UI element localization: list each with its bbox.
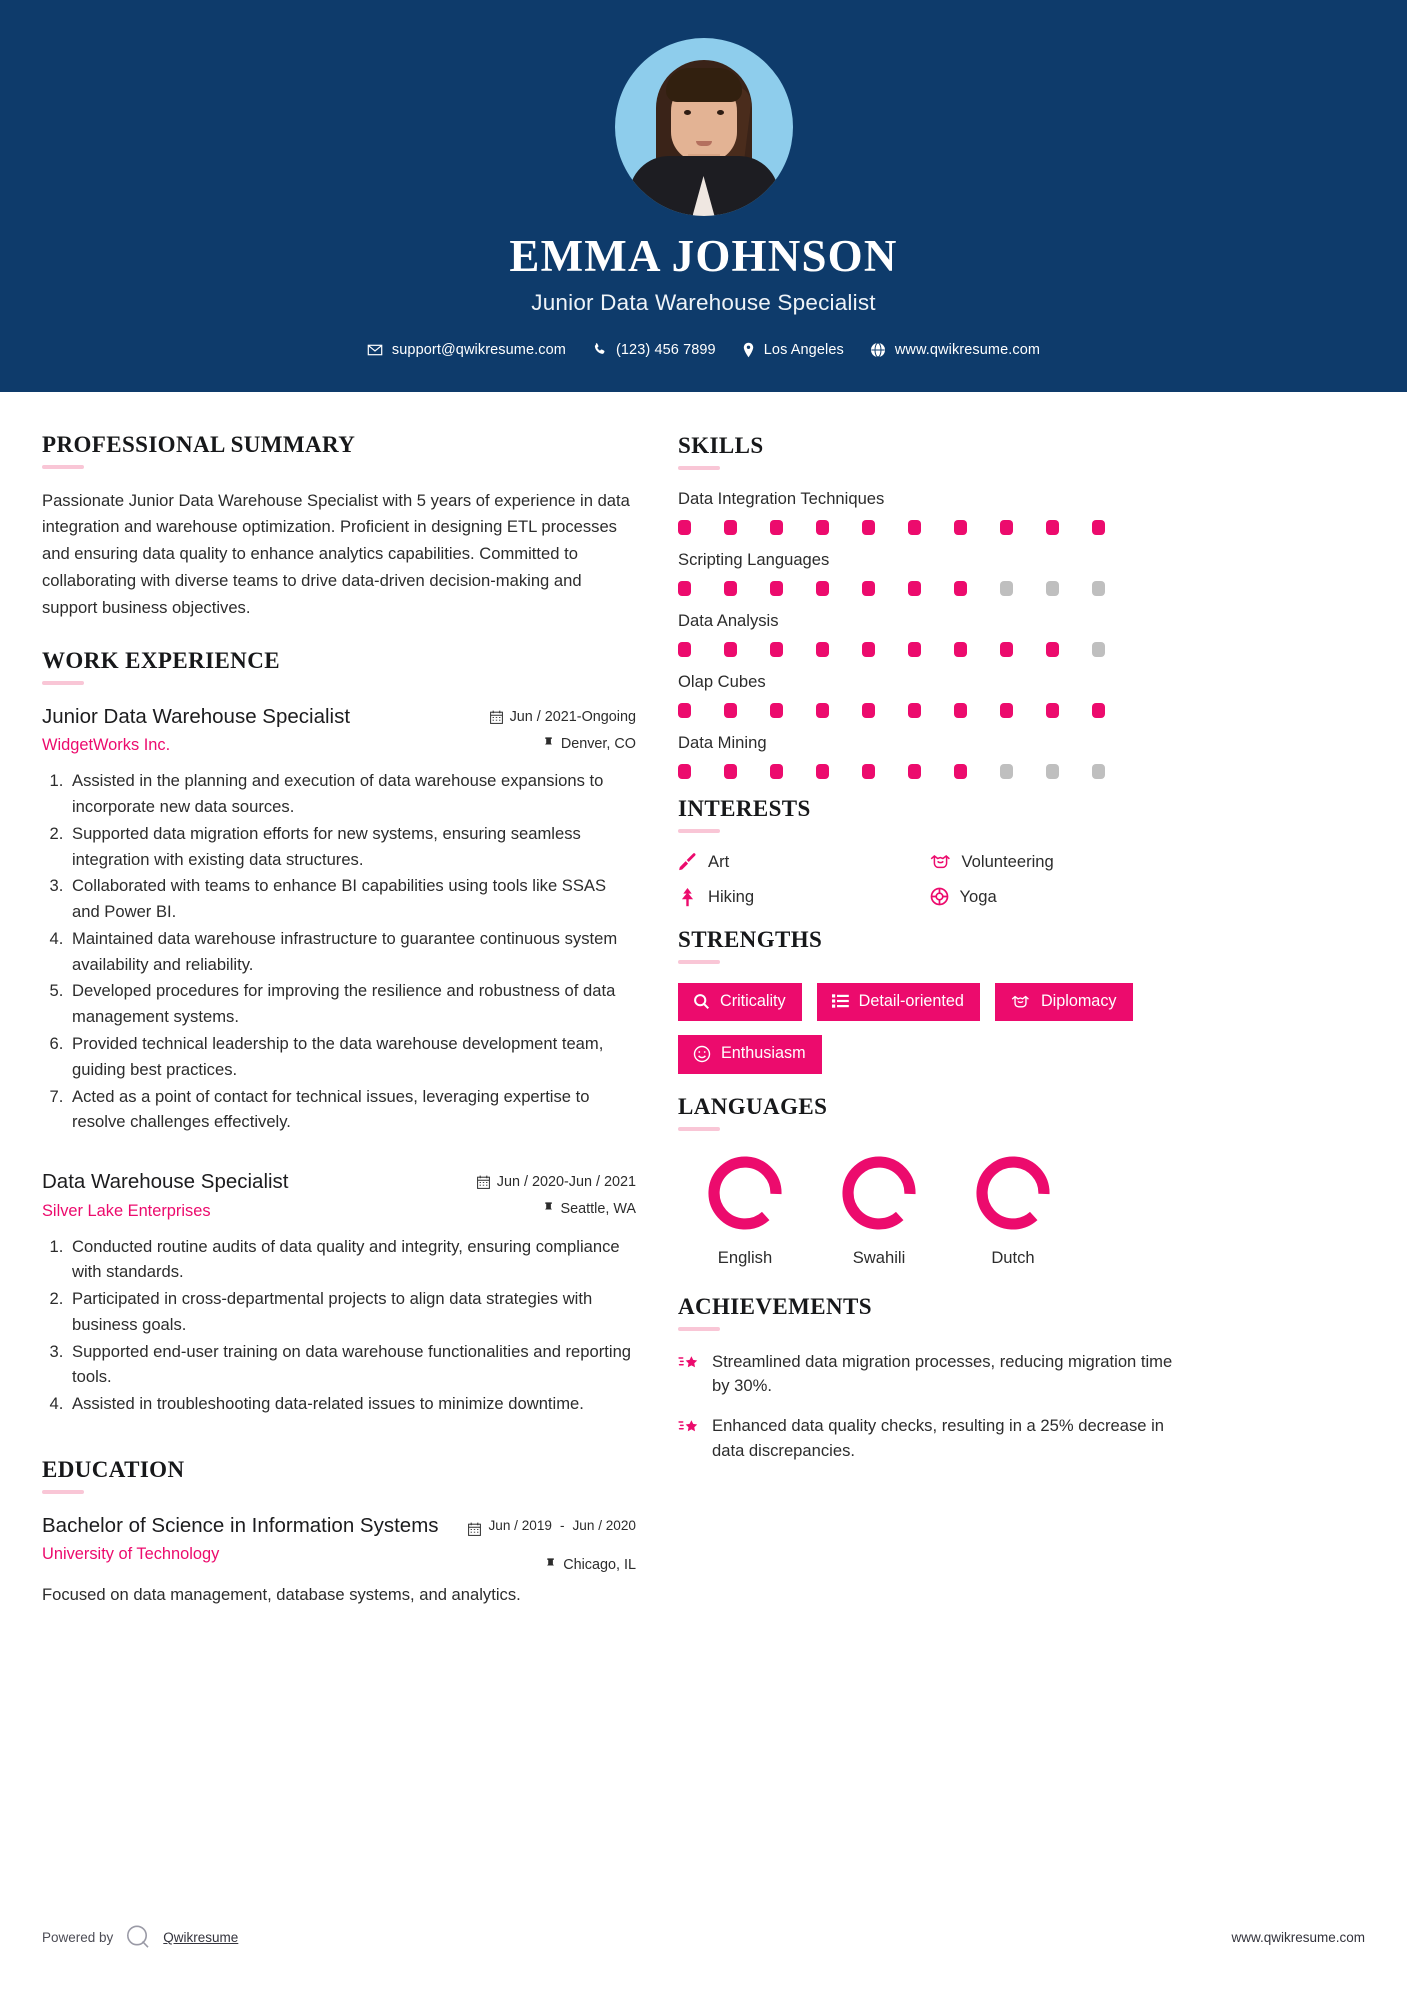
section-title-education: EDUCATION	[42, 1457, 185, 1483]
achievement-item	[678, 1414, 1173, 1464]
work-bullets	[42, 768, 636, 1135]
smiley-icon	[693, 1045, 711, 1063]
skill-rating	[678, 764, 1173, 779]
skill-dot	[908, 764, 921, 779]
section-professional-summary	[42, 432, 636, 622]
section-skills	[678, 433, 1173, 779]
work-location-text: Seattle, WA	[560, 1201, 636, 1218]
work-location	[477, 1201, 636, 1217]
resume-footer	[0, 1905, 1407, 1990]
title-rule	[42, 681, 84, 685]
section-strengths	[678, 927, 1173, 1074]
candidate-name: EMMA JOHNSON	[509, 231, 898, 281]
skill-dot	[1046, 703, 1059, 718]
shooting-star-icon	[678, 1350, 700, 1374]
skill-dot	[954, 642, 967, 657]
education-description: Focused on data management, database systems, and analytics.	[42, 1584, 521, 1604]
achievement-text: Streamlined data migration processes, reducing migration time by 30%.	[712, 1351, 1173, 1396]
strength-label: Detail-oriented	[858, 991, 964, 1010]
education-school: University of Technology	[42, 1545, 220, 1564]
contact-phone[interactable]	[592, 342, 716, 358]
work-bullet: 4. Assisted in troubleshooting data-related issues to minimize downtime.	[68, 1391, 636, 1417]
skill-dot	[724, 520, 737, 535]
skill-dot	[1000, 642, 1013, 657]
list-icon	[832, 993, 849, 1009]
language-item	[946, 1150, 1080, 1268]
shooting-star-icon	[678, 1414, 700, 1438]
contact-row	[0, 342, 1407, 358]
work-location	[490, 736, 636, 752]
powered-by	[42, 1923, 238, 1952]
work-location-text: Denver, CO	[560, 735, 636, 752]
contact-website[interactable]	[870, 342, 1040, 358]
avatar	[615, 38, 793, 216]
resume-header	[0, 0, 1407, 392]
education-location	[468, 1557, 636, 1573]
skill-item	[678, 733, 1173, 779]
education-degree: Bachelor of Science in Information Systems	[42, 1514, 439, 1538]
work-entry	[42, 1169, 636, 1417]
summary-text: Passionate Junior Data Warehouse Specialist with 5 years of experience in data integration and warehouse optimization. Proficient in designing ETL processes and ensuring data quality to enhance analytics capabilities. Committed to collaborating with diverse teams to drive data-driven decision-making and support business objectives.	[42, 490, 630, 617]
languages-list	[678, 1150, 1173, 1268]
skill-dot	[908, 520, 921, 535]
title-rule	[678, 466, 720, 470]
skill-dot	[724, 764, 737, 779]
contact-location-text: Los Angeles	[763, 341, 844, 358]
strength-chip-criticality	[678, 983, 802, 1021]
section-title-interests: INTERESTS	[678, 795, 811, 821]
map-pin-icon	[742, 342, 755, 358]
language-item	[678, 1150, 812, 1268]
interest-item	[678, 852, 922, 872]
skill-dot	[908, 703, 921, 718]
language-progress-ring	[702, 1150, 788, 1236]
yoga-wheel-icon	[930, 887, 949, 906]
skill-dot	[770, 520, 783, 535]
skill-dot	[816, 703, 829, 718]
work-role: Junior Data Warehouse Specialist	[42, 704, 351, 728]
skill-dot	[816, 520, 829, 535]
skill-dot	[724, 703, 737, 718]
skill-rating	[678, 642, 1173, 657]
map-pin-icon	[543, 737, 554, 751]
skill-name: Olap Cubes	[678, 671, 766, 691]
skill-dot	[678, 520, 691, 535]
skill-name: Data Analysis	[678, 610, 779, 630]
skill-dot	[862, 642, 875, 657]
skill-name: Scripting Languages	[678, 549, 830, 569]
language-item	[812, 1150, 946, 1268]
skill-dot	[1046, 581, 1059, 596]
education-location-text: Chicago, IL	[563, 1556, 636, 1573]
map-pin-icon	[543, 1202, 554, 1216]
skill-rating	[678, 703, 1173, 718]
section-title-skills: SKILLS	[678, 432, 764, 458]
qwikresume-logo-icon	[125, 1923, 151, 1952]
calendar-icon	[477, 1175, 490, 1189]
work-bullet: 1. Conducted routine audits of data quality and integrity, ensuring compliance with standards.	[68, 1234, 636, 1286]
skill-rating	[678, 520, 1173, 535]
section-work-experience	[42, 648, 636, 1417]
work-organization: WidgetWorks Inc.	[42, 736, 171, 755]
skill-rating	[678, 581, 1173, 596]
skill-dot	[1046, 642, 1059, 657]
skill-dot	[724, 642, 737, 657]
strength-label: Criticality	[720, 991, 786, 1010]
skill-dot	[908, 642, 921, 657]
strength-chip-detail-oriented	[817, 983, 980, 1021]
envelope-icon	[367, 342, 383, 358]
work-role: Data Warehouse Specialist	[42, 1170, 289, 1194]
strength-label: Diplomacy	[1040, 991, 1117, 1010]
skill-dot	[678, 581, 691, 596]
skill-dot	[862, 520, 875, 535]
left-column	[42, 432, 636, 1906]
calendar-icon	[468, 1522, 481, 1541]
skill-dot	[678, 764, 691, 779]
strength-chip-enthusiasm	[678, 1035, 822, 1074]
skill-dot	[816, 642, 829, 657]
skill-item	[678, 672, 1173, 718]
skill-dot	[954, 764, 967, 779]
section-interests	[678, 796, 1173, 907]
title-rule	[678, 1327, 720, 1331]
work-bullets	[42, 1234, 636, 1418]
title-rule	[678, 829, 720, 833]
work-bullet: 3. Supported end-user training on data warehouse functionalities and reporting tools.	[68, 1339, 636, 1391]
interest-item	[930, 852, 1174, 872]
skill-dot	[724, 581, 737, 596]
skill-dot	[1092, 520, 1105, 535]
work-bullet: 1. Assisted in the planning and execution of data warehouse expansions to incorporate new data sources.	[68, 768, 636, 820]
candidate-job-title: Junior Data Warehouse Specialist	[531, 289, 876, 315]
work-bullet: 5. Developed procedures for improving the resilience and robustness of data management systems.	[68, 978, 636, 1030]
section-title-work: WORK EXPERIENCE	[42, 647, 280, 673]
skill-dot	[1046, 764, 1059, 779]
skill-dot	[908, 581, 921, 596]
handshake-icon	[1010, 993, 1031, 1010]
skill-name: Data Integration Techniques	[678, 488, 885, 508]
skill-dot	[954, 520, 967, 535]
skill-dot	[1046, 520, 1059, 535]
skill-dot	[1092, 581, 1105, 596]
skill-dot	[770, 642, 783, 657]
work-dates-text: Jun / 2020-Jun / 2021	[496, 1174, 636, 1191]
interest-item	[678, 887, 922, 907]
map-pin-icon	[545, 1558, 556, 1572]
contact-phone-text: (123) 456 7899	[615, 341, 716, 358]
interest-label: Yoga	[959, 886, 997, 906]
language-label: Swahili	[852, 1247, 906, 1267]
section-languages	[678, 1094, 1173, 1268]
interest-item	[930, 887, 1174, 907]
skill-dot	[678, 703, 691, 718]
skill-dot	[1092, 642, 1105, 657]
skill-dot	[770, 764, 783, 779]
strength-chip-diplomacy	[995, 983, 1133, 1021]
skill-dot	[816, 581, 829, 596]
work-bullet: 2. Participated in cross-departmental projects to align data strategies with business goals.	[68, 1286, 636, 1338]
skill-dot	[1092, 764, 1105, 779]
section-achievements	[678, 1294, 1173, 1465]
skill-dot	[770, 703, 783, 718]
qwikresume-link[interactable]: Qwikresume	[163, 1930, 239, 1945]
skill-dot	[1000, 581, 1013, 596]
skill-item	[678, 489, 1173, 535]
work-bullet: 7. Acted as a point of contact for technical issues, leveraging expertise to resolve challenges effectively.	[68, 1084, 636, 1136]
skill-dot	[862, 703, 875, 718]
skill-dot	[770, 581, 783, 596]
interest-label: Hiking	[708, 886, 755, 906]
skill-name: Data Mining	[678, 732, 767, 752]
date-separator: -	[559, 1518, 565, 1534]
interests-grid	[678, 852, 1173, 907]
skill-dot	[678, 642, 691, 657]
title-rule	[678, 1127, 720, 1131]
skill-item	[678, 611, 1173, 657]
title-rule	[42, 1490, 84, 1494]
contact-website-text: www.qwikresume.com	[894, 341, 1041, 358]
powered-by-label: Powered by	[42, 1930, 114, 1945]
section-title-languages: LANGUAGES	[678, 1093, 828, 1119]
language-progress-ring	[836, 1150, 922, 1236]
skill-dot	[1000, 520, 1013, 535]
skill-dot	[954, 703, 967, 718]
education-date-end: Jun / 2020	[572, 1518, 636, 1534]
education-entry	[42, 1513, 636, 1608]
work-bullet: 3. Collaborated with teams to enhance BI capabilities using tools like SSAS and Power BI.	[68, 873, 636, 925]
phone-icon	[592, 342, 607, 357]
skill-dot	[954, 581, 967, 596]
education-dates	[468, 1518, 636, 1541]
strengths-list	[678, 983, 1173, 1074]
work-organization: Silver Lake Enterprises	[42, 1201, 211, 1220]
skill-dot	[816, 764, 829, 779]
skill-dot	[1000, 703, 1013, 718]
contact-email-text: support@qwikresume.com	[391, 341, 566, 358]
tree-icon	[678, 887, 697, 907]
section-title-achievements: ACHIEVEMENTS	[678, 1293, 872, 1319]
work-dates	[490, 709, 636, 725]
contact-location	[742, 342, 844, 358]
skill-item	[678, 550, 1173, 596]
interest-label: Art	[708, 851, 730, 871]
calendar-icon	[490, 710, 503, 724]
skill-dot	[862, 581, 875, 596]
achievement-item	[678, 1350, 1173, 1400]
title-rule	[42, 465, 84, 469]
education-date-start: Jun / 2019	[488, 1518, 552, 1534]
paint-brush-icon	[678, 852, 697, 871]
achievement-text: Enhanced data quality checks, resulting in a 25% decrease in data discrepancies.	[712, 1416, 1165, 1461]
handshake-icon	[930, 852, 951, 871]
section-title-strengths: STRENGTHS	[678, 926, 823, 952]
work-dates-text: Jun / 2021-Ongoing	[509, 708, 636, 725]
work-bullet: 2. Supported data migration efforts for new systems, ensuring seamless integration with existing data structures.	[68, 821, 636, 873]
work-entry	[42, 704, 636, 1135]
skill-dot	[1092, 703, 1105, 718]
work-bullet: 6. Provided technical leadership to the data warehouse development team, guiding best practices.	[68, 1031, 636, 1083]
section-education	[42, 1457, 636, 1608]
section-title-summary: PROFESSIONAL SUMMARY	[42, 431, 356, 457]
work-bullet: 4. Maintained data warehouse infrastructure to guarantee continuous system availability and reliability.	[68, 926, 636, 978]
magnifier-icon	[693, 993, 710, 1010]
right-column	[678, 432, 1173, 1906]
skill-dot	[1000, 764, 1013, 779]
work-dates	[477, 1174, 636, 1190]
title-rule	[678, 960, 720, 964]
language-progress-ring	[970, 1150, 1056, 1236]
interest-label: Volunteering	[961, 851, 1054, 871]
language-label: English	[717, 1247, 773, 1267]
resume-body	[0, 392, 1407, 1906]
footer-url[interactable]: www.qwikresume.com	[1231, 1930, 1365, 1945]
strength-label: Enthusiasm	[721, 1044, 806, 1063]
language-label: Dutch	[991, 1247, 1035, 1267]
skill-dot	[862, 764, 875, 779]
contact-email[interactable]	[367, 342, 566, 358]
globe-icon	[870, 342, 886, 358]
